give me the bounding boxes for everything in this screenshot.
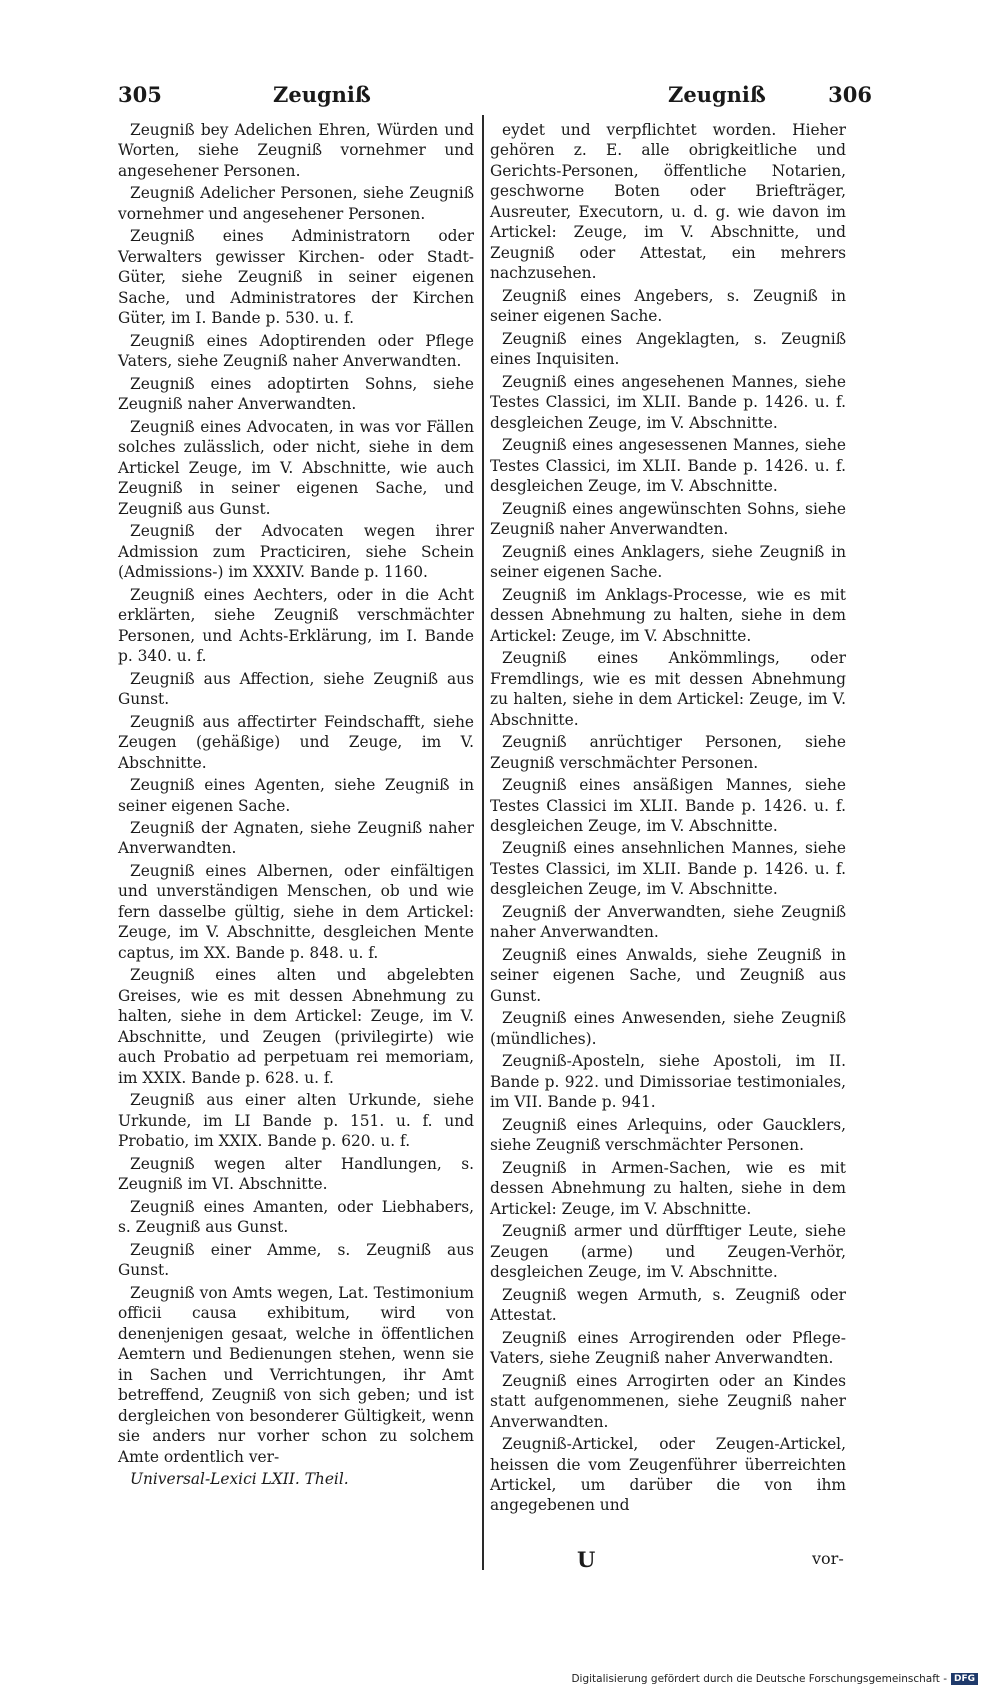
dictionary-entry: Zeugniß bey Adelichen Ehren, Würden und Worten, siehe Zeugniß vornehmer und angesehener Personen. [118, 121, 474, 180]
column-divider [482, 115, 484, 1570]
dictionary-entry: Zeugniß eines alten und abgelebten Greises, wie es mit dessen Abnehmung zu halten, siehe in dem Artickel: Zeuge, im V. Abschnitte, und Zeugen (privilegirte) wie auch Probatio ad perpetuam rei memoriam, im XXIX. Bande p. 628. u. f. [118, 966, 474, 1087]
dictionary-entry: Zeugniß eines Aechters, oder in die Acht erklärten, siehe Zeugniß verschmächter Personen, und Achts-Erklärung, im I. Bande p. 340. u. f. [118, 585, 474, 666]
running-header [118, 82, 872, 110]
dictionary-entry: Zeugniß eines Ankömmlings, oder Fremdlings, wie es mit dessen Abnehmung zu halten, siehe in dem Artickel: Zeuge, im V. Abschnitte. [490, 649, 846, 729]
dictionary-entry: Zeugniß einer Amme, s. Zeugniß aus Gunst. [118, 1240, 474, 1280]
dictionary-entry: Zeugniß eines Arrogirten oder an Kindes statt aufgenommenen, siehe Zeugniß naher Anverwandten. [490, 1371, 846, 1431]
dictionary-entry: Zeugniß eines Administratorn oder Verwalters gewisser Kirchen- oder Stadt-Güter, siehe Zeugniß in seiner eigenen Sache, und Administratores der Kirchen Güter, im I. Bande p. 530. u. f. [118, 227, 474, 328]
dictionary-entry: Zeugniß eines Anklagers, siehe Zeugniß in seiner eigenen Sache. [490, 542, 846, 582]
dictionary-entry: Zeugniß der Agnaten, siehe Zeugniß naher Anverwandten. [118, 818, 474, 858]
dictionary-entry: Zeugniß eines angewünschten Sohns, siehe Zeugniß naher Anverwandten. [490, 499, 846, 539]
dictionary-entry: Zeugniß eines angesehenen Mannes, siehe Testes Classici, im XLII. Bande p. 1426. u. f. desgleichen Zeuge, im V. Abschnitte. [490, 372, 846, 432]
signature-mark: U [577, 1547, 596, 1572]
dictionary-entry: Zeugniß-Artickel, oder Zeugen-Artickel, heissen die vom Zeugenführer überreichten Artickel, um darüber die von ihm angegebenen und [490, 1435, 846, 1515]
dictionary-entry: Zeugniß aus affectirter Feindschafft, siehe Zeugen (gehäßige) und Zeuge, im V. Abschnitte. [118, 712, 474, 772]
dictionary-entry: Zeugniß wegen alter Handlungen, s. Zeugniß im VI. Abschnitte. [118, 1154, 474, 1194]
dictionary-entry: Zeugniß eines Albernen, oder einfältigen und unverständigen Menschen, ob und wie fern dasselbe gültig, siehe in dem Artickel: Zeuge, im V. Abschnitte, desgleichen Mente captus, im XX. Bande p. 848. u. f. [118, 861, 474, 962]
dictionary-entry: Zeugniß eines ansehnlichen Mannes, siehe Testes Classici, im XLII. Bande p. 1426. u. f. desgleichen Zeuge, im V. Abschnitte. [490, 839, 846, 899]
dictionary-entry: Zeugniß eines angesessenen Mannes, siehe Testes Classici, im XLII. Bande p. 1426. u. f. desgleichen Zeuge, im V. Abschnitte. [490, 436, 846, 496]
right-column [490, 120, 846, 1518]
dictionary-entry: Zeugniß-Aposteln, siehe Apostoli, im II. Bande p. 922. und Dimissoriae testimoniales, im VII. Bande p. 941. [490, 1052, 846, 1112]
dictionary-entry: Zeugniß aus einer alten Urkunde, siehe Urkunde, im LI Bande p. 151. u. f. und Probatio, im XXIX. Bande p. 620. u. f. [118, 1091, 474, 1151]
dictionary-entry: Zeugniß eines Amanten, oder Liebhabers, s. Zeugniß aus Gunst. [118, 1197, 474, 1237]
signature-line: Universal-Lexici LXII. Theil. [130, 1470, 349, 1488]
dictionary-entry: Zeugniß Adelicher Personen, siehe Zeugniß vornehmer und angesehener Personen. [118, 184, 474, 223]
dictionary-entry: eydet und verpflichtet worden. Hieher gehören z. E. alle obrigkeitliche und Gerichts-Personen, öffentliche Notarien, geschworne Boten oder Briefträger, Ausreuter, Executorn, u. d. g. wie davon im Artickel: Zeuge, im V. Abschnitte, und Zeugniß oder Attestat, ein mehrers nachzusehen. [490, 121, 846, 283]
dictionary-entry: Zeugniß anrüchtiger Personen, siehe Zeugniß verschmächter Personen. [490, 733, 846, 772]
catchword: vor- [812, 1549, 844, 1568]
dictionary-entry: Zeugniß der Advocaten wegen ihrer Admission zum Practiciren, siehe Schein (Admissions-) im XXXIV. Bande p. 1160. [118, 522, 474, 582]
dictionary-entry: Zeugniß eines Angeklagten, s. Zeugniß eines Inquisiten. [490, 329, 846, 369]
dictionary-entry: Zeugniß eines Anwalds, siehe Zeugniß in seiner eigenen Sache, und Zeugniß aus Gunst. [490, 945, 846, 1005]
dictionary-entry: Zeugniß aus Affection, siehe Zeugniß aus Gunst. [118, 669, 474, 709]
dictionary-entry: Zeugniß wegen Armuth, s. Zeugniß oder Attestat. [490, 1285, 846, 1325]
dictionary-entry: Zeugniß der Anverwandten, siehe Zeugniß naher Anverwandten. [490, 902, 846, 942]
dictionary-entry: Zeugniß eines Angebers, s. Zeugniß in seiner eigenen Sache. [490, 286, 846, 326]
dictionary-entry: Zeugniß eines Agenten, siehe Zeugniß in seiner eigenen Sache. [118, 776, 474, 815]
dictionary-entry: Zeugniß eines Arrogirenden oder Pflege-Vaters, siehe Zeugniß naher Anverwandten. [490, 1328, 846, 1368]
dictionary-entry: Zeugniß eines Anwesenden, siehe Zeugniß (mündliches). [490, 1009, 846, 1048]
dictionary-entry: Zeugniß im Anklags-Processe, wie es mit dessen Abnehmung zu halten, siehe in dem Artickel: Zeuge, im V. Abschnitte. [490, 585, 846, 645]
digitization-credit [571, 1673, 978, 1685]
dictionary-entry: Zeugniß eines Advocaten, in was vor Fällen solches zulässlich, oder nicht, siehe in dem Artickel Zeuge, im V. Abschnitte, wie auch Zeugniß in seiner eigenen Sache, und Zeugniß aus Gunst. [118, 417, 474, 518]
dictionary-entry: Zeugniß von Amts wegen, Lat. Testimonium officii causa exhibitum, wird von denenjenigen gesaat, welche in öffentlichen Aemtern und Bedienungen stehen, wenn sie in Sachen und Verrichtungen, ihr Amt betreffend, Zeugniß von sich geben; und ist dergleichen von besonderer Gültigkeit, wenn sie anders nur vorher schon zu solchem Amte ordentlich ver- [118, 1283, 474, 1466]
dfg-logo: DFG [951, 1673, 978, 1685]
dictionary-entry: Zeugniß armer und dürfftiger Leute, siehe Zeugen (arme) und Zeugen-Verhör, desgleichen Zeuge, im V. Abschnitte. [490, 1222, 846, 1282]
dictionary-entry: Zeugniß eines adoptirten Sohns, siehe Zeugniß naher Anverwandten. [118, 374, 474, 414]
running-headword-left: Zeugniß [273, 82, 371, 107]
dictionary-entry: Zeugniß in Armen-Sachen, wie es mit dessen Abnehmung zu halten, siehe in dem Artickel: Zeuge, im V. Abschnitte. [490, 1158, 846, 1218]
page-number-right: 306 [828, 82, 872, 107]
dictionary-entry: Zeugniß eines Arlequins, oder Gaucklers, siehe Zeugniß verschmächter Personen. [490, 1115, 846, 1155]
credit-text: Digitalisierung gefördert durch die Deutsche Forschungsgemeinschaft - [571, 1673, 947, 1685]
page-number-left: 305 [118, 82, 162, 107]
running-headword-right: Zeugniß [668, 82, 766, 107]
dictionary-entry: Zeugniß eines Adoptirenden oder Pflege Vaters, siehe Zeugniß naher Anverwandten. [118, 331, 474, 371]
dictionary-entry: Zeugniß eines ansäßigen Mannes, siehe Testes Classici im XLII. Bande p. 1426. u. f. desgleichen Zeuge, im V. Abschnitte. [490, 776, 846, 835]
left-column [118, 120, 474, 1491]
